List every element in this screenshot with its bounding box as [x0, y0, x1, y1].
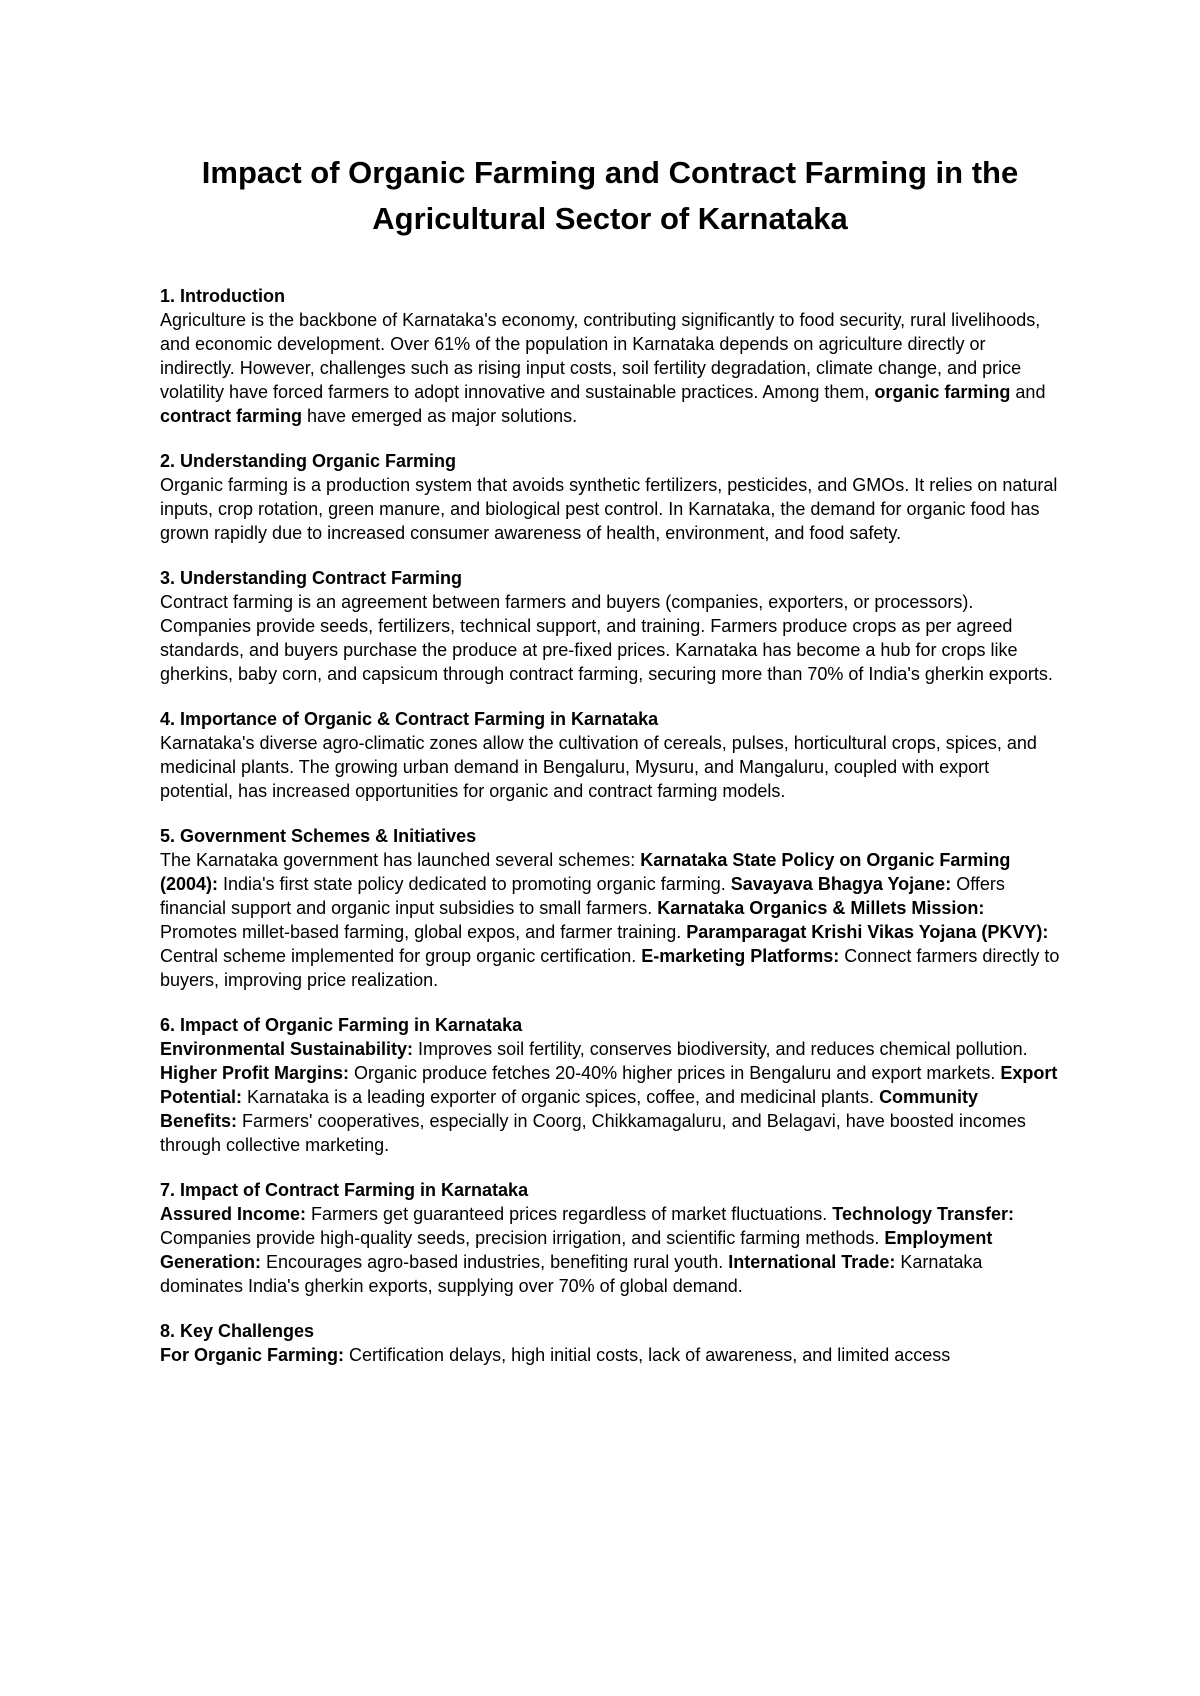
text-run: Karnataka dominates India's gherkin exports, supplying over 70% of global demand. — [160, 1252, 983, 1296]
section-body — [160, 473, 1060, 545]
section-body — [160, 1343, 1060, 1367]
bold-text-run: Environmental Sustainability: — [160, 1039, 414, 1059]
section-heading: 1. Introduction — [160, 286, 285, 306]
document-page — [160, 150, 1060, 1388]
text-run: Karnataka is a leading exporter of organic spices, coffee, and medicinal plants. — [242, 1087, 880, 1107]
bold-text-run: Assured Income: — [160, 1204, 307, 1224]
text-run: India's first state policy dedicated to promoting organic farming. — [218, 874, 731, 894]
bold-text-run: organic farming — [874, 382, 1011, 402]
section-5 — [160, 824, 1060, 992]
section-body — [160, 1037, 1060, 1157]
sections-container — [160, 284, 1060, 1367]
section-body — [160, 848, 1060, 992]
bold-text-run: International Trade: — [728, 1252, 896, 1272]
section-body — [160, 731, 1060, 803]
section-heading: 5. Government Schemes & Initiatives — [160, 826, 477, 846]
text-run: Farmers get guaranteed prices regardless of market fluctuations. — [306, 1204, 833, 1224]
document-title: Impact of Organic Farming and Contract Farming in the Agricultural Sector of Karnataka — [201, 155, 1019, 236]
bold-text-run: Community Benefits: — [160, 1087, 979, 1131]
text-run: Encourages agro-based industries, benefiting rural youth. — [261, 1252, 729, 1272]
bold-text-run: Savayava Bhagya Yojane: — [730, 874, 952, 894]
section-8 — [160, 1319, 1060, 1367]
section-2 — [160, 449, 1060, 545]
bold-text-run: Higher Profit Margins: — [160, 1063, 350, 1083]
text-run: Farmers' cooperatives, especially in Coorg, Chikkamagaluru, and Belagavi, have boosted incomes through collective marketing. — [160, 1111, 1026, 1155]
text-run: Organic produce fetches 20-40% higher prices in Bengaluru and export markets. — [349, 1063, 1001, 1083]
section-7 — [160, 1178, 1060, 1298]
text-run: Companies provide high-quality seeds, precision irrigation, and scientific farming methods. — [160, 1228, 885, 1248]
text-run: Central scheme implemented for group organic certification. — [160, 946, 642, 966]
section-heading: 2. Understanding Organic Farming — [160, 451, 457, 471]
text-run: Promotes millet-based farming, global expos, and farmer training. — [160, 922, 687, 942]
text-run: The Karnataka government has launched several schemes: — [160, 850, 641, 870]
section-heading: 8. Key Challenges — [160, 1321, 315, 1341]
bold-text-run: Paramparagat Krishi Vikas Yojana (PKVY): — [686, 922, 1049, 942]
bold-text-run: Employment Generation: — [160, 1228, 993, 1272]
section-body — [160, 590, 1060, 686]
text-run: Organic farming is a production system that avoids synthetic fertilizers, pesticides, and GMOs. It relies on natural inputs, crop rotation, green manure, and biological pest control. In Karnataka, the demand for organic food has grown rapidly due to increased consumer awareness of health, environment, and food safety. — [160, 475, 1058, 543]
text-run: Certification delays, high initial costs, lack of awareness, and limited access — [344, 1345, 951, 1365]
section-heading: 3. Understanding Contract Farming — [160, 568, 463, 588]
bold-text-run: Technology Transfer: — [832, 1204, 1014, 1224]
section-heading: 6. Impact of Organic Farming in Karnataka — [160, 1015, 523, 1035]
section-1 — [160, 284, 1060, 428]
section-heading: 4. Importance of Organic & Contract Farming in Karnataka — [160, 709, 659, 729]
section-4 — [160, 707, 1060, 803]
bold-text-run: E-marketing Platforms: — [641, 946, 840, 966]
text-run: Improves soil fertility, conserves biodiversity, and reduces chemical pollution. — [413, 1039, 1028, 1059]
text-run: Karnataka's diverse agro-climatic zones allow the cultivation of cereals, pulses, horticultural crops, spices, and medicinal plants. The growing urban demand in Bengaluru, Mysuru, and Mangaluru, coupled with export potential, has increased opportunities for organic and contract farming models. — [160, 733, 1037, 801]
bold-text-run: contract farming — [160, 406, 303, 426]
text-run: have emerged as major solutions. — [302, 406, 578, 426]
bold-text-run: Export Potential: — [160, 1063, 1058, 1107]
bold-text-run: Karnataka State Policy on Organic Farming (2004): — [160, 850, 1011, 894]
section-3 — [160, 566, 1060, 686]
section-heading: 7. Impact of Contract Farming in Karnataka — [160, 1180, 529, 1200]
section-6 — [160, 1013, 1060, 1157]
section-body — [160, 1202, 1060, 1298]
section-body — [160, 308, 1060, 428]
bold-text-run: For Organic Farming: — [160, 1345, 345, 1365]
text-run: Contract farming is an agreement between farmers and buyers (companies, exporters, or processors). Companies provide seeds, fertilizers, technical support, and training. Farmers produce crops as per agreed standards, and buyers purchase the produce at pre-fixed prices. Karnataka has become a hub for crops like gherkins, baby corn, and capsicum through contract farming, securing more than 70% of India's gherkin exports. — [160, 592, 1053, 684]
bold-text-run: Karnataka Organics & Millets Mission: — [657, 898, 985, 918]
text-run: Agriculture is the backbone of Karnataka's economy, contributing significantly to food security, rural livelihoods, and economic development. Over 61% of the population in Karnataka depends on agriculture directly or indirectly. However, challenges such as rising input costs, soil fertility degradation, climate change, and price volatility have forced farmers to adopt innovative and sustainable practices. Among them, — [160, 310, 1041, 402]
text-run: Connect farmers directly to buyers, improving price realization. — [160, 946, 1060, 990]
text-run: Offers financial support and organic input subsidies to small farmers. — [160, 874, 1005, 918]
text-run: and — [1010, 382, 1046, 402]
